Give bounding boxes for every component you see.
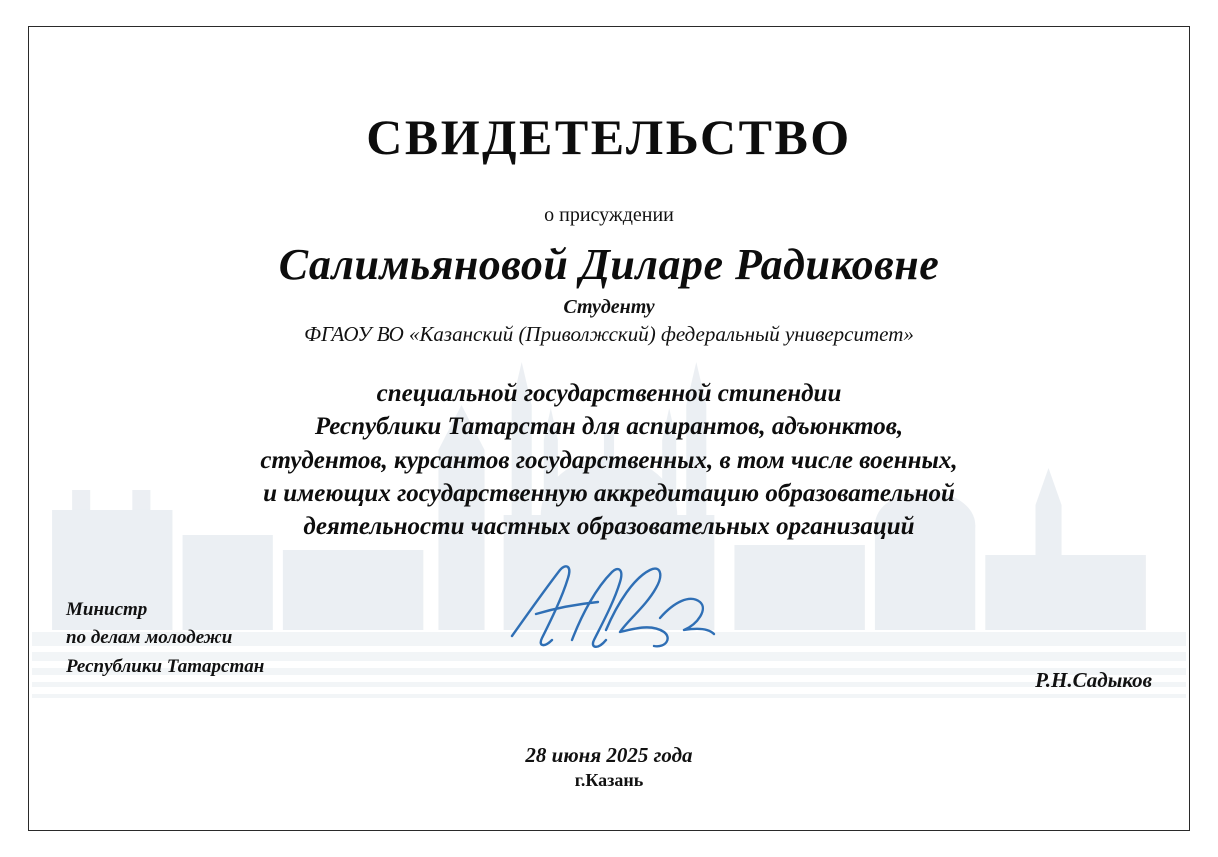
award-description <box>28 377 1190 543</box>
signatory-name: Р.Н.Садыков <box>1035 668 1152 692</box>
certificate-footer <box>28 743 1190 791</box>
award-description-line: специальной государственной стипендии <box>376 380 842 407</box>
certificate-content <box>28 26 1190 831</box>
recipient-role: Студенту <box>563 296 655 318</box>
recipient-name: Салимьяновой Диларе Радиковне <box>278 240 940 289</box>
award-description-line: деятельности частных образовательных организаций <box>303 513 915 540</box>
issue-city: г.Казань <box>574 770 644 790</box>
issue-date: 28 июня 2025 года <box>525 743 693 767</box>
signatory-title <box>66 596 264 682</box>
award-description-line: студентов, курсантов государственных, в том числе военных, <box>260 446 958 474</box>
page-title: СВИДЕТЕЛЬСТВО <box>366 109 852 165</box>
signatory-title-line: Министр <box>66 598 148 620</box>
signatory-title-line: Республики Татарстан <box>66 655 265 677</box>
signatory-title-line: по делам молодежи <box>66 627 233 648</box>
award-description-line: Республики Татарстан для аспирантов, адъюнктов, <box>314 413 904 441</box>
award-intro: о присуждении <box>544 204 674 226</box>
award-description-line: и имеющих государственную аккредитацию образовательной <box>263 479 955 507</box>
handwritten-signature-icon <box>494 558 724 663</box>
institution-name: ФГАОУ ВО «Казанский (Приволжский) федеральный университет» <box>304 322 914 346</box>
